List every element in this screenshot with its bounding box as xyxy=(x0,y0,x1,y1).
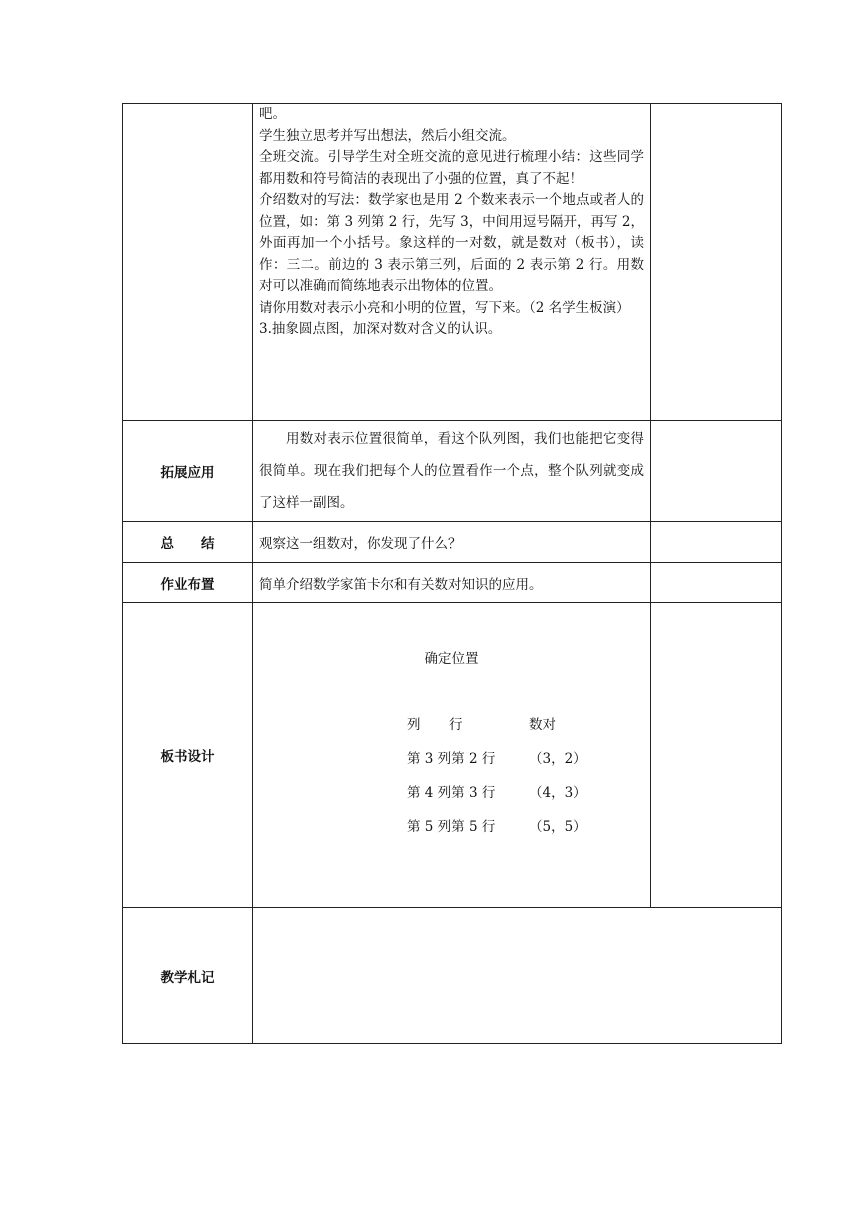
process-row xyxy=(123,104,782,421)
board-header-pair: 数对 xyxy=(529,717,556,733)
board-entry xyxy=(407,815,587,835)
board-design-cell xyxy=(253,603,651,908)
board-entry-pair: （3，2） xyxy=(529,751,587,767)
extend-text: 用数对表示位置很简单，看这个队列图，我们也能把它变得很简单。现在我们把每个人的位置看作一个点，整个队列就变成了这样一副图。 xyxy=(259,431,644,511)
summary-row xyxy=(123,522,782,563)
process-line-2: 学生独立思考并写出想法，然后小组交流。 xyxy=(259,127,516,144)
board-entry xyxy=(407,781,587,801)
extend-notes-cell xyxy=(651,421,782,522)
board-header-col: 列 xyxy=(407,717,421,733)
extend-row xyxy=(123,421,782,522)
notes-content-cell xyxy=(253,908,782,1044)
process-line-1: 吧。 xyxy=(259,106,286,122)
process-line-6: 3.抽象圆点图，加深对数对含义的认识。 xyxy=(259,321,502,337)
process-line-5: 请你用数对表示小亮和小明的位置，写下来。（2 名学生板演） xyxy=(259,299,630,316)
extend-content-cell xyxy=(253,421,651,522)
board-notes-cell xyxy=(651,603,782,908)
process-label-cell xyxy=(123,104,253,421)
summary-label: 总 结 xyxy=(123,522,253,563)
homework-notes-cell xyxy=(651,563,782,603)
board-entry-pos: 第 5 列第 5 行 xyxy=(407,819,496,835)
notes-row xyxy=(123,908,782,1044)
summary-text: 观察这一组数对，你发现了什么？ xyxy=(253,522,651,563)
homework-row xyxy=(123,563,782,603)
homework-text: 简单介绍数学家笛卡尔和有关数对知识的应用。 xyxy=(253,563,651,603)
board-header xyxy=(407,713,556,733)
process-line-4: 介绍数对的写法：数学家也是用 2 个数来表示一个地点或者人的位置，如：第 3 列第 2 行，先写 3，中间用逗号隔开，再写 2，外面再加一个小括号。象这样的一对数，就是数对（板书），读作：三二。前边的 3 表示第三列，后面的 2 表示第 2 行。用数对可以准确而简练地表示出物体的位置。 xyxy=(259,192,644,294)
board-row xyxy=(123,603,782,908)
board-entry-pos: 第 3 列第 2 行 xyxy=(407,751,496,767)
homework-label: 作业布置 xyxy=(123,563,253,603)
notes-label: 教学札记 xyxy=(123,908,253,1044)
lesson-plan-table xyxy=(122,103,782,1044)
process-notes-cell xyxy=(651,104,782,421)
board-header-row: 行 xyxy=(449,717,463,733)
board-entry-pair: （5，5） xyxy=(529,819,587,835)
process-content-cell xyxy=(253,104,651,421)
board-title: 确定位置 xyxy=(424,651,479,667)
process-line-3: 全班交流。引导学生对全班交流的意见进行梳理小结：这些同学都用数和符号简洁的表现出了小强的位置，真了不起！ xyxy=(259,149,644,187)
summary-notes-cell xyxy=(651,522,782,563)
board-entry xyxy=(407,747,587,767)
board-label: 板书设计 xyxy=(123,603,253,908)
board-entry-pos: 第 4 列第 3 行 xyxy=(407,785,496,801)
board-entry-pair: （4，3） xyxy=(529,785,587,801)
extend-label: 拓展应用 xyxy=(123,421,253,522)
